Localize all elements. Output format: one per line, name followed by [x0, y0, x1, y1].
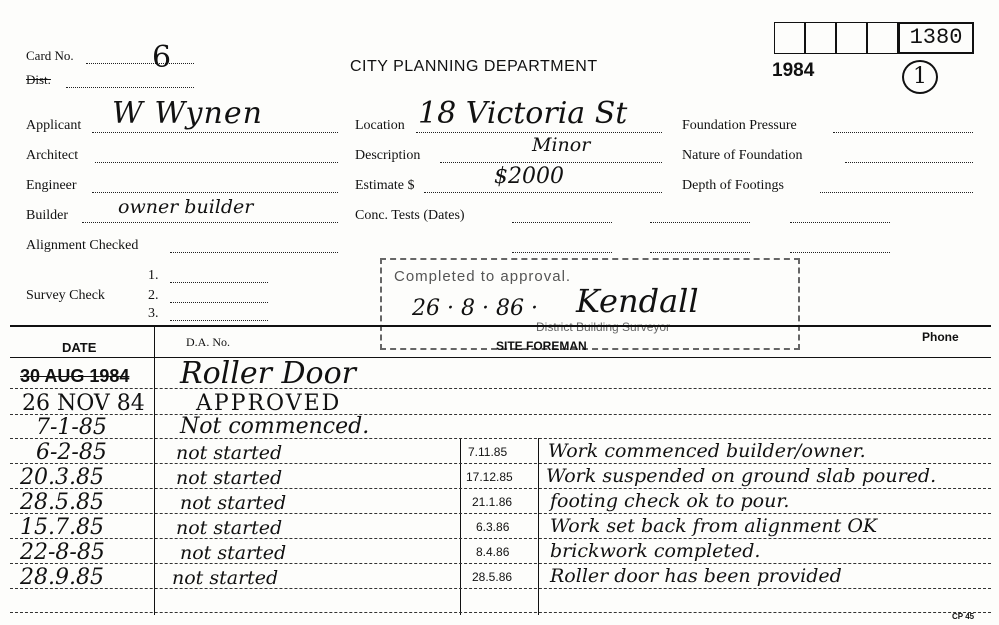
- survey-3-line: [170, 306, 268, 321]
- row-rule: [10, 612, 991, 613]
- table-row-date: 15.7.85: [20, 515, 104, 540]
- col-phone-header: Phone: [922, 330, 959, 344]
- form-code: CP 45: [952, 612, 975, 621]
- survey-3-label: 3.: [148, 306, 159, 321]
- col-date-header: DATE: [62, 340, 97, 355]
- row-rule: [10, 438, 991, 439]
- architect-line: [95, 148, 338, 163]
- table-row-date-2: 21.1.86: [472, 495, 513, 509]
- table-row-note: Not commenced.: [180, 414, 370, 439]
- table-row-date: 28.5.85: [20, 490, 104, 515]
- table-row-note: Roller Door: [180, 356, 356, 391]
- district-label: Dist.: [26, 72, 51, 87]
- conc-line-4: [512, 238, 612, 253]
- foundation-pressure-label: Foundation Pressure: [682, 118, 797, 133]
- table-row-date-2: 8.4.86: [476, 545, 510, 559]
- number-box-1: [774, 22, 805, 54]
- table-row-note: not started: [180, 542, 287, 564]
- location-value: 18 Victoria St: [418, 96, 628, 131]
- conc-line-2: [650, 208, 750, 223]
- conc-line-3: [790, 208, 890, 223]
- estimate-value: $2000: [494, 164, 564, 189]
- card-no-value: 6: [152, 40, 172, 75]
- stamp-signature: Kendall: [576, 282, 699, 320]
- table-row-date: 7-1-85: [36, 415, 107, 440]
- page-title: CITY PLANNING DEPARTMENT: [350, 58, 598, 75]
- table-row-note: not started: [180, 492, 287, 514]
- stamp-date: 26 · 8 · 86 ·: [412, 296, 538, 321]
- table-row-note: not started: [176, 467, 283, 489]
- foundation-pressure-line: [833, 118, 973, 133]
- row-rule: [10, 513, 991, 514]
- row-rule: [10, 388, 991, 389]
- col-divider-date: [154, 325, 155, 615]
- conc-tests-label: Conc. Tests (Dates): [355, 208, 465, 223]
- col-da-header: D.A. No.: [186, 335, 230, 349]
- applicant-value: W Wynen: [112, 96, 263, 131]
- table-row-note-2: Work commenced builder/owner.: [548, 440, 866, 462]
- table-row-date: 6-2-85: [36, 440, 107, 465]
- table-row-date: 28.9.85: [20, 565, 104, 590]
- row-rule: [10, 538, 991, 539]
- conc-line-1: [512, 208, 612, 223]
- table-row-note: not started: [172, 567, 279, 589]
- survey-2-label: 2.: [148, 288, 159, 303]
- alignment-line: [170, 238, 338, 253]
- number-box-4: [867, 22, 898, 54]
- table-row-note-2: Work set back from alignment OK: [550, 515, 878, 537]
- table-row-note-2: Work suspended on ground slab poured.: [546, 465, 937, 487]
- estimate-label: Estimate $: [355, 178, 415, 193]
- circled-number: 1: [902, 60, 938, 94]
- conc-line-5: [650, 238, 750, 253]
- table-row-note-2: footing check ok to pour.: [550, 490, 790, 512]
- builder-value: owner builder: [118, 196, 254, 218]
- architect-label: Architect: [26, 148, 79, 163]
- table-row-note-2: brickwork completed.: [550, 540, 761, 562]
- nature-foundation-label: Nature of Foundation: [682, 148, 803, 163]
- number-box-2: [805, 22, 836, 54]
- row-rule: [10, 414, 991, 415]
- table-row-date-2: 6.3.86: [476, 520, 510, 534]
- table-row-note: APPROVED: [196, 391, 342, 416]
- table-header-rule: [10, 357, 991, 358]
- row-rule: [10, 563, 991, 564]
- table-row-note-2: Roller door has been provided: [550, 565, 842, 587]
- depth-footings-line: [820, 178, 973, 193]
- card-number: 1380: [898, 22, 974, 54]
- alignment-label: Alignment Checked: [26, 238, 139, 253]
- builder-label: Builder: [26, 208, 68, 223]
- nature-foundation-line: [845, 148, 973, 163]
- table-row-note: not started: [176, 517, 283, 539]
- depth-footings-label: Depth of Footings: [682, 178, 784, 193]
- table-row-date-2: 7.11.85: [468, 445, 508, 459]
- card-no-label: Card No.: [26, 48, 74, 63]
- stamp-line-1: Completed to approval.: [394, 268, 572, 285]
- stamp-line-3: District Building Surveyor: [536, 320, 671, 334]
- table-row-date: 20.3.85: [20, 465, 104, 490]
- engineer-line: [92, 178, 338, 193]
- table-row-date: 26 NOV 84: [22, 391, 145, 416]
- number-box-3: [836, 22, 867, 54]
- survey-1-line: [170, 268, 268, 283]
- table-row-date: 22-8-85: [20, 540, 105, 565]
- row-rule: [10, 588, 991, 589]
- table-row-note: not started: [176, 442, 283, 464]
- description-label: Description: [355, 148, 421, 163]
- col-foreman-header: SITE FOREMAN: [496, 339, 587, 353]
- location-label: Location: [355, 118, 405, 133]
- row-rule: [10, 463, 991, 464]
- survey-2-line: [170, 288, 268, 303]
- table-top-rule: [10, 325, 991, 327]
- description-value: Minor: [532, 134, 591, 156]
- card-no-line: [86, 50, 194, 64]
- row-rule: [10, 488, 991, 489]
- table-row-date: 30 AUG 1984: [20, 366, 130, 386]
- district-line: [66, 74, 194, 88]
- conc-line-6: [790, 238, 890, 253]
- survey-label: Survey Check: [26, 288, 105, 303]
- survey-1-label: 1.: [148, 268, 159, 283]
- table-row-date-2: 28.5.86: [472, 570, 513, 584]
- engineer-label: Engineer: [26, 178, 77, 193]
- table-row-date-2: 17.12.85: [466, 470, 513, 484]
- year-label: 1984: [772, 60, 815, 81]
- applicant-label: Applicant: [26, 118, 82, 133]
